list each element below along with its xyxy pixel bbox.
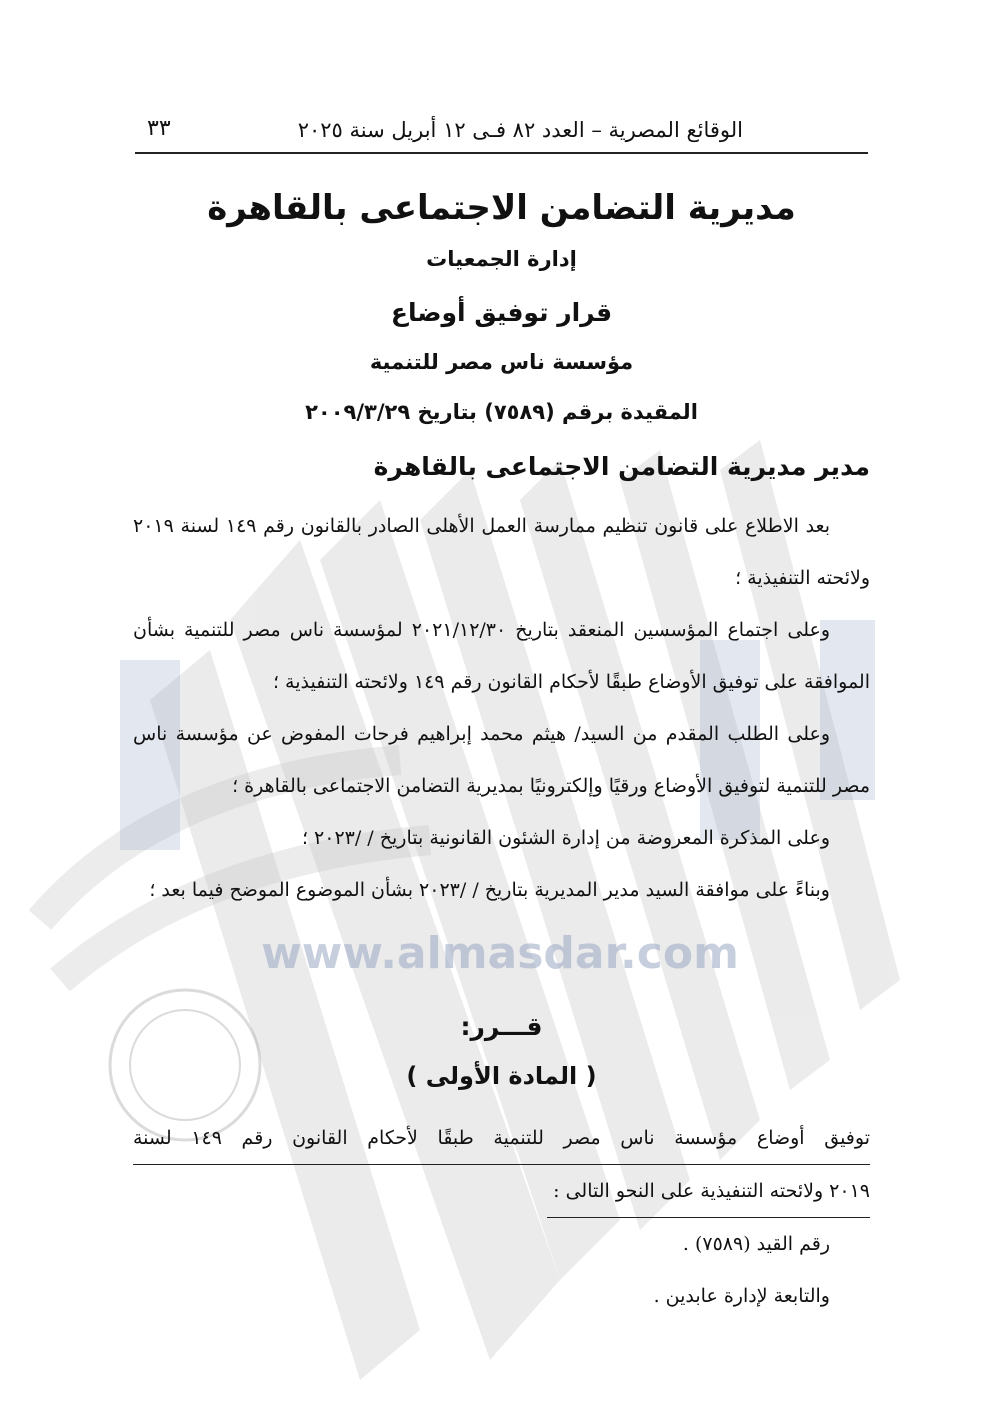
registration-line: المقيدة برقم (٧٥٨٩) بتاريخ ٢٠٠٩/٣/٢٩ [305,400,698,424]
issuer-heading: مدير مديرية التضامن الاجتماعى بالقاهرة [373,452,870,481]
decree-heading: قـــرر: [460,1012,543,1041]
article-title: ( المادة الأولى ) [406,1062,597,1090]
page-header [135,112,868,154]
department-subtitle: إدارة الجمعيات [426,247,577,271]
article-items [654,1218,830,1322]
page-number: ٣٣ [147,116,171,141]
foundation-name: مؤسسة ناس مصر للتنمية [369,350,634,374]
article-text [133,1112,870,1218]
article-item: رقم القيد (٧٥٨٩) . [682,1233,830,1255]
article-item: والتابعة لإدارة عابدين . [653,1285,830,1307]
preamble-paragraph: وعلى الطلب المقدم من السيد/ هيثم محمد إبراهيم فرحات المفوض عن مؤسسة ناس مصر للتنمية لتوفيق الأوضاع ورقيًا وإلكترونيًا بمديرية التضامن الاجتماعى بالقاهرة ؛ [133,723,870,797]
preamble-paragraph: وعلى اجتماع المؤسسين المنعقد بتاريخ ٢٠٢١/١٢/٣٠ لمؤسسة ناس مصر للتنمية بشأن الموافقة على توفيق الأوضاع طبقًا لأحكام القانون رقم ١٤٩ ولائحته التنفيذية ؛ [133,619,870,693]
preamble-body [133,500,870,916]
page-title: مديرية التضامن الاجتماعى بالقاهرة [207,188,796,228]
watermark-site-text: www.almasdar.com [261,928,739,979]
preamble-paragraph: وعلى المذكرة المعروضة من إدارة الشئون القانونية بتاريخ / /٢٠٢٣ ؛ [301,827,830,849]
decision-title: قرار توفيق أوضاع [390,298,613,327]
article-line: توفيق أوضاع مؤسسة ناس مصر للتنمية طبقًا لأحكام القانون رقم ١٤٩ لسنة [133,1112,870,1165]
article-line: ٢٠١٩ ولائحته التنفيذية على النحو التالى : [547,1165,870,1218]
preamble-paragraph: بعد الاطلاع على قانون تنظيم ممارسة العمل الأهلى الصادر بالقانون رقم ١٤٩ لسنة ٢٠١٩ ولائحته التنفيذية ؛ [133,515,870,589]
preamble-paragraph: وبناءً على موافقة السيد مدير المديرية بتاريخ / /٢٠٢٣ بشأن الموضوع الموضح فيما بعد ؛ [149,879,830,901]
running-title: الوقائع المصرية – العدد ٨٢ فـى ١٢ أبريل سنة ٢٠٢٥ [297,118,743,142]
